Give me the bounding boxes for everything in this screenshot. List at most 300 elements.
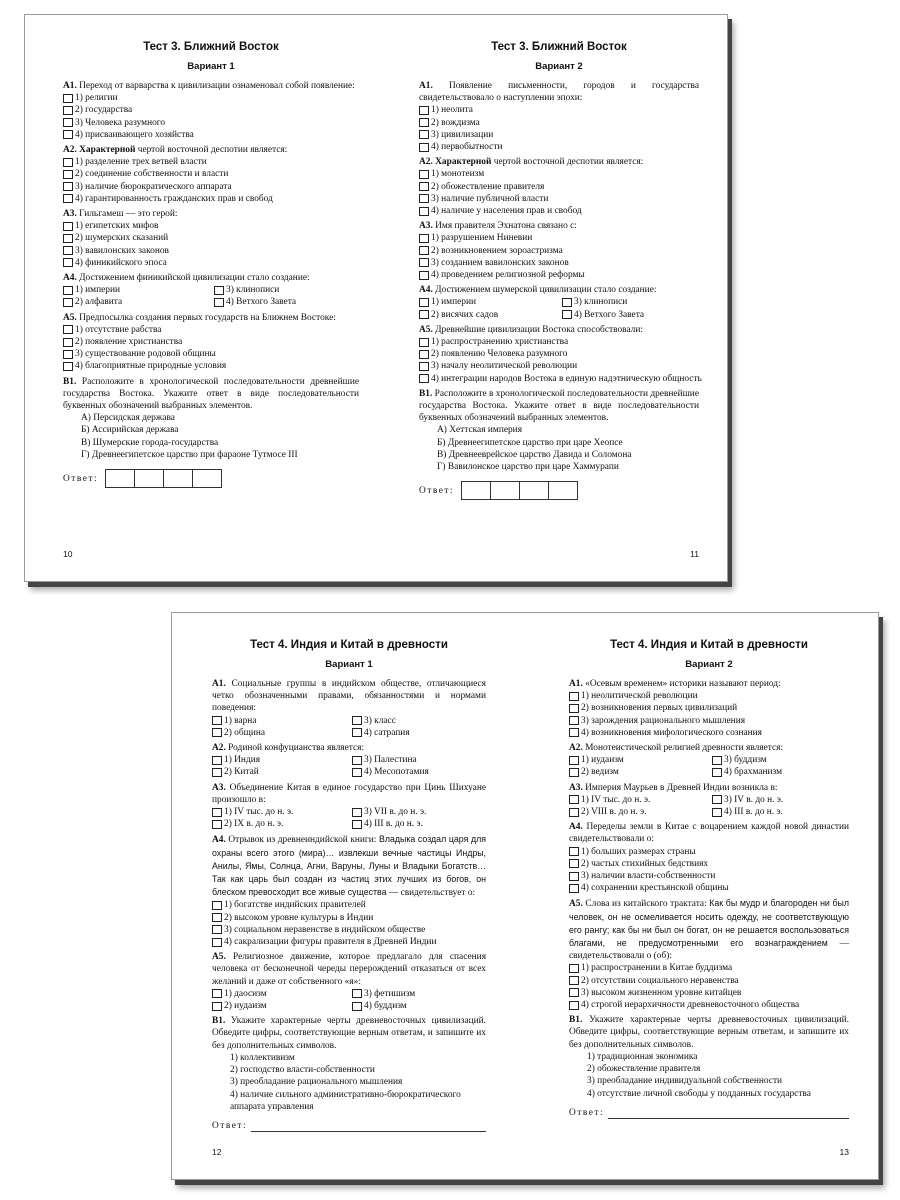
sequence-items — [419, 424, 699, 473]
answer-cell[interactable] — [105, 469, 135, 488]
answer-option[interactable] — [212, 924, 486, 936]
question-text — [419, 220, 699, 232]
answer-option[interactable] — [562, 296, 699, 308]
answer-option[interactable] — [419, 269, 699, 281]
question — [569, 821, 849, 894]
answer-cell[interactable] — [490, 481, 520, 500]
answer-checkbox[interactable] — [63, 106, 73, 115]
answer-option[interactable] — [212, 988, 346, 1000]
answer-line[interactable] — [608, 1108, 849, 1119]
answer-option[interactable] — [63, 336, 359, 348]
answer-option[interactable] — [419, 117, 699, 129]
answer-option[interactable] — [212, 912, 486, 924]
answer-option[interactable] — [419, 205, 699, 217]
answer-checkbox[interactable] — [212, 938, 222, 947]
answer-option[interactable] — [63, 284, 208, 296]
answer-option[interactable] — [214, 296, 359, 308]
answer-option[interactable] — [212, 715, 346, 727]
answer-option[interactable] — [419, 336, 699, 348]
answer-option[interactable] — [214, 284, 359, 296]
answer-options — [63, 284, 359, 308]
answer-checkbox[interactable] — [562, 298, 572, 307]
question — [212, 951, 486, 1012]
answer-checkbox[interactable] — [214, 298, 224, 307]
answer-checkbox[interactable] — [419, 143, 429, 152]
answer-option-label: 1) даосизм — [224, 988, 267, 999]
answer-option-label: 3) Человека разумного — [75, 117, 166, 128]
question-text — [569, 1014, 849, 1051]
answer-option-label: 3) наличии власти-собственности — [581, 871, 716, 882]
answer-checkbox[interactable] — [419, 246, 429, 255]
answer-checkbox[interactable] — [63, 362, 73, 371]
answer-option[interactable] — [569, 754, 706, 766]
page-12 — [212, 613, 486, 1179]
page-13 — [569, 613, 849, 1179]
answer-checkbox[interactable] — [712, 808, 722, 817]
question — [212, 1015, 486, 1113]
answer-option[interactable] — [63, 92, 359, 104]
answer-option[interactable] — [419, 245, 699, 257]
answer-option-label: 2) община — [224, 727, 266, 738]
answer-label: Ответ: — [63, 473, 99, 484]
answer-cell[interactable] — [163, 469, 193, 488]
question-number: А2. — [63, 145, 77, 156]
answer-checkbox[interactable] — [419, 234, 429, 243]
answer-option[interactable] — [569, 846, 849, 858]
answer-checkbox[interactable] — [419, 338, 429, 347]
question-number: А1. — [63, 81, 77, 91]
answer-option-label: 1) египетских мифов — [75, 221, 159, 232]
question-text — [569, 821, 849, 845]
answer-option-label: 3) класс — [364, 715, 396, 726]
answer-option[interactable] — [569, 999, 849, 1011]
answer-option[interactable] — [419, 168, 699, 180]
answer-options — [212, 754, 486, 778]
answer-line[interactable] — [251, 1121, 486, 1132]
question-text — [63, 272, 359, 284]
question-prompt: Расположите в хронологической последовательности древнейшие государства Востока. Укажите ответ в виде последовательности буквенных обозначений выбранных элементов. — [419, 388, 699, 424]
answer-option-label: 4) Ветхого Завета — [226, 297, 297, 308]
answer-option[interactable] — [419, 193, 699, 205]
question-text — [569, 678, 849, 690]
answer-checkbox[interactable] — [419, 182, 429, 191]
question — [419, 80, 699, 153]
answer-checkbox[interactable] — [212, 808, 222, 817]
answer-option[interactable] — [569, 870, 849, 882]
answer-option[interactable] — [712, 754, 849, 766]
answer-option-label: 3) началу неолитической революции — [431, 361, 578, 372]
answer-option[interactable] — [569, 727, 849, 739]
answer-option[interactable] — [352, 1000, 486, 1012]
answer-option-label: 1) монотеизм — [431, 169, 485, 180]
question-text — [569, 782, 849, 794]
page-number: 12 — [212, 1147, 222, 1157]
answer-option-label: 1) неолита — [431, 105, 473, 116]
answer-checkbox[interactable] — [419, 194, 429, 203]
answer-option-label: 3) IV в. до н. э. — [724, 794, 784, 805]
question-number: А5. — [63, 312, 77, 323]
answer-option[interactable] — [63, 104, 359, 116]
answer-checkbox[interactable] — [569, 976, 579, 985]
answer-checkbox[interactable] — [212, 768, 222, 777]
answer-option-label: 2) появлению Человека разумного — [431, 349, 568, 360]
answer-option[interactable] — [569, 766, 706, 778]
answer-option[interactable] — [569, 975, 849, 987]
question-prompt: чертой восточной деспотии является: — [137, 145, 288, 156]
sequence-item: 3) преобладание рационального мышления — [230, 1077, 403, 1088]
answer-checkbox[interactable] — [569, 716, 579, 725]
answer-option-label: 2) соединение собственности и власти — [75, 169, 229, 180]
answer-label: Ответ: — [212, 1121, 248, 1132]
answer-checkbox[interactable] — [63, 298, 73, 307]
question-prompt: Переход от варварства к цивилизации ознаменовал собой появление: — [79, 81, 355, 91]
quoted-source-text: Владыка создал царя для охраны всего этого (мира)… извлекши вечные частицы Индры, Анилы, Ямы, Солнца, Агни, Варуны, Луны и Владыки Богатств… Так как царь был создан из частиц этих лучших из богов, он блеском превосходит все живые существа — [212, 834, 487, 898]
answer-options — [569, 794, 849, 818]
answer-option-label: 4) сакрализации фигуры правителя в Древней Индии — [224, 937, 437, 948]
question — [63, 208, 359, 269]
answer-option[interactable] — [63, 129, 359, 141]
answer-checkbox[interactable] — [63, 246, 73, 255]
answer-checkbox[interactable] — [419, 170, 429, 179]
answer-option-label: 4) гарантированность гражданских прав и свобод — [75, 193, 273, 204]
answer-checkbox[interactable] — [569, 988, 579, 997]
answer-option-label: 4) первобытности — [431, 142, 503, 153]
sequence-item: 1) традиционная экономика — [587, 1051, 698, 1062]
answer-checkbox[interactable] — [569, 1001, 579, 1010]
test-title: Тест 3. Ближний Восток — [491, 41, 627, 53]
answer-option-label: 1) отсутствие рабства — [75, 324, 162, 335]
answer-checkbox[interactable] — [569, 808, 579, 817]
answer-cell[interactable] — [134, 469, 164, 488]
question-number: А5. — [212, 952, 226, 963]
answer-option[interactable] — [569, 794, 706, 806]
answer-checkbox[interactable] — [569, 704, 579, 713]
answer-checkbox[interactable] — [712, 768, 722, 777]
answer-option[interactable] — [569, 715, 849, 727]
answer-option-label: 2) висячих садов — [431, 309, 499, 320]
question-number: А2. — [569, 743, 583, 754]
answer-checkbox[interactable] — [212, 925, 222, 934]
answer-checkbox[interactable] — [63, 222, 73, 231]
answer-option-label: 2) ведизм — [581, 767, 619, 778]
answer-option-label: 2) возникновением зороастризма — [431, 245, 563, 256]
answer-checkbox[interactable] — [212, 913, 222, 922]
answer-checkbox[interactable] — [419, 106, 429, 115]
answer-option-label: 3) фетишизм — [364, 988, 416, 999]
answer-checkbox[interactable] — [419, 207, 429, 216]
answer-checkbox[interactable] — [352, 808, 362, 817]
question-prompt: «Осевым временем» историки называют период: — [585, 679, 781, 689]
answer-options — [419, 336, 702, 385]
answer-option[interactable] — [419, 309, 556, 321]
answer-option-label: 4) наличие у населения прав и свобод — [431, 206, 582, 217]
answer-option-label: 4) Месопотамия — [364, 767, 429, 778]
answer-checkbox[interactable] — [569, 859, 579, 868]
answer-options — [419, 168, 699, 217]
answer-option[interactable] — [212, 936, 486, 948]
question — [419, 284, 699, 321]
sequence-item: А) Персидская держава — [81, 413, 175, 424]
variant-heading: Вариант 1 — [325, 659, 373, 670]
answer-option-label: 1) империи — [75, 285, 121, 296]
sequence-item: В) Шумерские города-государства — [81, 437, 219, 448]
answer-cell[interactable] — [461, 481, 491, 500]
answer-checkbox[interactable] — [712, 795, 722, 804]
question-text — [419, 284, 699, 296]
answer-option[interactable] — [419, 232, 699, 244]
sequence-item: А) Хеттская империя — [437, 425, 523, 436]
answer-checkbox[interactable] — [569, 964, 579, 973]
answer-option-label: 1) разрушением Ниневии — [431, 233, 533, 244]
answer-option-label: 4) III в. до н. э. — [724, 807, 783, 818]
answer-option-label: 4) сохранении крестьянской общины — [581, 883, 729, 894]
answer-option[interactable] — [352, 766, 486, 778]
answer-option[interactable] — [569, 962, 849, 974]
answer-option[interactable] — [63, 156, 359, 168]
answer-option[interactable] — [63, 117, 359, 129]
answer-option-label: 3) клинописи — [226, 285, 280, 296]
answer-option[interactable] — [63, 257, 359, 269]
question-prompt-end: — свидетельствует о: — [388, 888, 476, 899]
answer-option[interactable] — [352, 715, 486, 727]
answer-checkbox[interactable] — [569, 847, 579, 856]
test-title: Тест 4. Индия и Китай в древности — [610, 639, 808, 651]
question-prompt: Отрывок из древнеиндийской книги: — [228, 835, 377, 846]
question-number: А1. — [212, 679, 226, 689]
question-prompt: Расположите в хронологической последовательности древнейшие государства Востока. Укажите ответ в виде последовательности буквенных обозначений выбранных элементов. — [63, 376, 359, 412]
question-emphasis: Характерной — [435, 157, 492, 168]
question — [63, 376, 359, 461]
answer-option[interactable] — [212, 806, 346, 818]
answer-cell[interactable] — [548, 481, 578, 500]
answer-option[interactable] — [419, 373, 702, 385]
answer-checkbox[interactable] — [63, 286, 73, 295]
answer-option[interactable] — [63, 324, 359, 336]
answer-option-label: 2) IX в. до н. э. — [224, 819, 284, 830]
sequence-item: В) Древнееврейское царство Давида и Соломона — [437, 449, 632, 460]
answer-option[interactable] — [352, 818, 486, 830]
question-prompt: Имя правителя Эхнатона связано с: — [435, 221, 577, 232]
answer-checkbox[interactable] — [712, 756, 722, 765]
answer-checkbox[interactable] — [63, 258, 73, 267]
answer-option-label: 2) обожествление правителя — [431, 181, 545, 192]
answer-option[interactable] — [63, 296, 208, 308]
answer-checkbox[interactable] — [63, 118, 73, 127]
answer-option[interactable] — [419, 129, 699, 141]
answer-option[interactable] — [712, 766, 849, 778]
answer-option-label: 2) частых стихийных бедствиях — [581, 858, 709, 869]
answer-option-label: 4) проведением религиозной реформы — [431, 270, 585, 281]
question — [569, 897, 849, 1011]
answer-checkbox[interactable] — [212, 1002, 222, 1011]
answer-checkbox[interactable] — [419, 362, 429, 371]
answer-option[interactable] — [63, 168, 359, 180]
question-prompt: Укажите характерные черты древневосточных цивилизаций. Обведите цифры, соответствующие верным ответам, и запишите их без дополнительных символов. — [569, 1015, 849, 1050]
answer-option[interactable] — [569, 987, 849, 999]
answer-option[interactable] — [419, 257, 699, 269]
answer-checkbox[interactable] — [212, 820, 222, 829]
sequence-item: 1) коллективизм — [230, 1052, 295, 1063]
answer-options — [569, 690, 849, 739]
answer-option-label: 2) высоком уровне культуры в Индии — [224, 912, 374, 923]
answer-checkbox[interactable] — [419, 118, 429, 127]
answer-option-label: 3) буддизм — [724, 755, 767, 766]
answer-options — [63, 92, 359, 141]
answer-option[interactable] — [63, 181, 359, 193]
answer-option[interactable] — [712, 794, 849, 806]
test-title: Тест 4. Индия и Китай в древности — [250, 639, 448, 651]
question — [419, 220, 699, 281]
answer-checkbox[interactable] — [63, 94, 73, 103]
answer-checkbox[interactable] — [352, 820, 362, 829]
answer-option[interactable] — [569, 882, 849, 894]
question — [63, 144, 359, 205]
answer-checkbox[interactable] — [63, 194, 73, 203]
question-text — [212, 742, 486, 754]
answer-checkbox[interactable] — [352, 728, 362, 737]
answer-option[interactable] — [352, 988, 486, 1000]
answer-option[interactable] — [212, 1000, 346, 1012]
answer-option[interactable] — [562, 309, 699, 321]
answer-checkbox[interactable] — [419, 350, 429, 359]
answer-checkbox[interactable] — [569, 872, 579, 881]
answer-option[interactable] — [569, 702, 849, 714]
answer-option-label: 1) IV тыс. до н. э. — [224, 807, 294, 818]
answer-checkbox[interactable] — [419, 130, 429, 139]
answer-checkbox[interactable] — [212, 901, 222, 910]
question-number: А2. — [419, 157, 433, 168]
answer-checkbox[interactable] — [212, 716, 222, 725]
answer-options — [419, 296, 699, 320]
answer-checkbox[interactable] — [212, 728, 222, 737]
answer-option[interactable] — [63, 220, 359, 232]
answer-checkbox[interactable] — [569, 756, 579, 765]
answer-option[interactable] — [352, 727, 486, 739]
answer-option[interactable] — [419, 141, 699, 153]
answer-checkbox[interactable] — [63, 234, 73, 243]
answer-checkbox[interactable] — [214, 286, 224, 295]
answer-checkbox[interactable] — [569, 768, 579, 777]
answer-checkbox[interactable] — [419, 271, 429, 280]
answer-checkbox[interactable] — [419, 310, 429, 319]
answer-option[interactable] — [212, 766, 346, 778]
question-number: А5. — [569, 899, 583, 910]
question — [212, 833, 486, 948]
answer-checkbox[interactable] — [63, 182, 73, 191]
answer-option-label: 4) брахманизм — [724, 767, 783, 778]
answer-options — [569, 754, 849, 778]
question-number: В1. — [419, 388, 433, 399]
answer-option[interactable] — [419, 181, 699, 193]
sequence-item: Б) Древнеегипетское царство при царе Хеопсе — [437, 437, 623, 448]
workbook-spread-test-4 — [171, 612, 879, 1180]
sequence-item: 4) наличие сильного административно-бюрократического аппарата управления — [230, 1089, 461, 1112]
answer-option-label: 1) империи — [431, 297, 477, 308]
answer-cell[interactable] — [192, 469, 222, 488]
answer-option[interactable] — [419, 104, 699, 116]
answer-checkbox[interactable] — [419, 374, 429, 383]
answer-checkbox[interactable] — [352, 756, 362, 765]
answer-checkbox[interactable] — [63, 325, 73, 334]
answer-checkbox[interactable] — [419, 298, 429, 307]
answer-option[interactable] — [63, 245, 359, 257]
answer-option-label: 1) разделение трех ветвей власти — [75, 157, 207, 168]
answer-option[interactable] — [63, 348, 359, 360]
variant-heading: Вариант 2 — [685, 659, 733, 670]
answer-option-label: 3) наличие бюрократического аппарата — [75, 181, 232, 192]
answer-option[interactable] — [569, 858, 849, 870]
answer-option[interactable] — [212, 899, 486, 911]
question-number: А3. — [419, 221, 433, 232]
answer-checkbox[interactable] — [63, 158, 73, 167]
answer-option[interactable] — [63, 232, 359, 244]
answer-cell[interactable] — [519, 481, 549, 500]
answer-label: Ответ: — [569, 1108, 605, 1119]
answer-checkbox[interactable] — [212, 989, 222, 998]
answer-option-label: 3) клинописи — [574, 297, 628, 308]
answer-option[interactable] — [212, 727, 346, 739]
answer-option[interactable] — [419, 348, 699, 360]
answer-checkbox[interactable] — [419, 258, 429, 267]
answer-option[interactable] — [63, 193, 359, 205]
answer-checkbox[interactable] — [63, 350, 73, 359]
answer-checkbox[interactable] — [352, 768, 362, 777]
answer-option-label: 1) религии — [75, 93, 118, 104]
answer-option-label: 4) присваивающего хозяйства — [75, 129, 194, 140]
answer-checkbox[interactable] — [63, 338, 73, 347]
answer-option-label: 3) высоком жизненном уровне китайцев — [581, 987, 742, 998]
question — [419, 156, 699, 217]
sequence-item: 4) отсутствие личной свободы у подданных государства — [587, 1088, 811, 1099]
quoted-source-text: Как бы мудр и благороден ни был человек, он не осмеливается носить одежду, не соответствующую его рангу; как бы ни был он богат, он не решается воспользоваться благами, не предусмотренными его вознаграждением — [569, 898, 850, 949]
answer-option[interactable] — [352, 806, 486, 818]
answer-checkbox[interactable] — [569, 795, 579, 804]
answer-checkbox[interactable] — [569, 692, 579, 701]
answer-checkbox[interactable] — [352, 716, 362, 725]
answer-checkbox[interactable] — [63, 130, 73, 139]
answer-checkbox[interactable] — [569, 728, 579, 737]
answer-checkbox[interactable] — [569, 884, 579, 893]
answer-option-label: 1) распространению христианства — [431, 337, 569, 348]
question-text — [419, 388, 699, 425]
answer-option[interactable] — [352, 754, 486, 766]
answer-checkbox[interactable] — [352, 1002, 362, 1011]
answer-checkbox[interactable] — [63, 170, 73, 179]
answer-option[interactable] — [569, 690, 849, 702]
question-prompt: Монотеистической религией древности является: — [585, 743, 784, 754]
question-number: А4. — [569, 822, 583, 833]
answer-option[interactable] — [712, 806, 849, 818]
answer-option[interactable] — [212, 818, 346, 830]
question-text — [63, 208, 359, 220]
question-prompt: Древнейшие цивилизации Востока способствовали: — [435, 324, 643, 335]
question-prompt: Гильгамеш — это герой: — [79, 209, 178, 220]
answer-checkbox[interactable] — [212, 756, 222, 765]
answer-option[interactable] — [569, 806, 706, 818]
variant-heading: Вариант 1 — [187, 61, 235, 72]
question-text — [569, 897, 849, 962]
answer-option[interactable] — [63, 360, 359, 372]
answer-option-label: 4) возникновения мифологического сознания — [581, 727, 762, 738]
answer-options — [63, 220, 359, 269]
answer-checkbox[interactable] — [562, 310, 572, 319]
answer-option[interactable] — [212, 754, 346, 766]
answer-option[interactable] — [419, 360, 699, 372]
answer-checkbox[interactable] — [352, 989, 362, 998]
answer-option[interactable] — [419, 296, 556, 308]
question-text — [569, 742, 849, 754]
question-text — [63, 80, 359, 92]
